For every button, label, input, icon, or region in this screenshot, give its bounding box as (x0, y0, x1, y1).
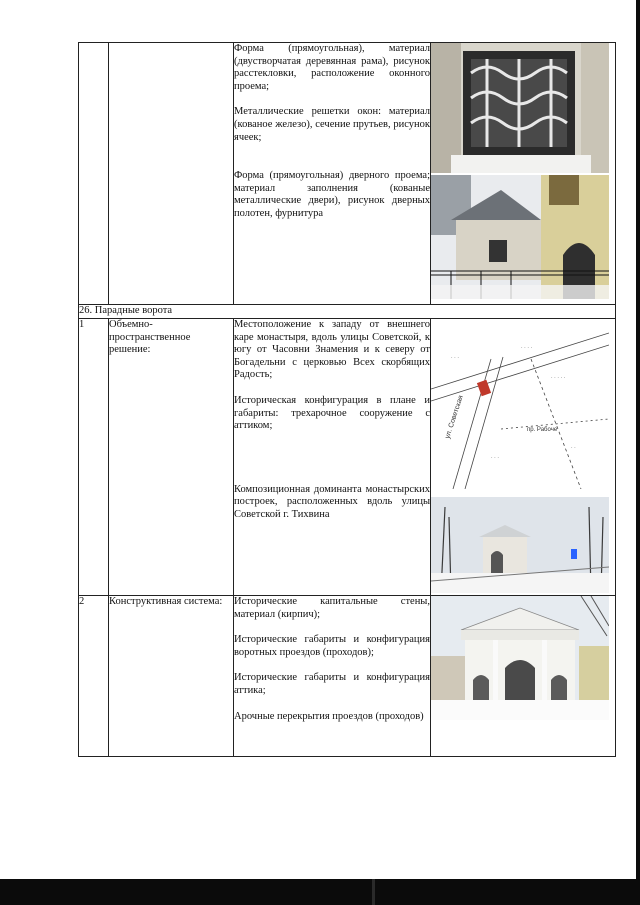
door-gate-photo (431, 175, 609, 299)
scan-bottom-band (0, 879, 640, 905)
gate-facade-photo (431, 596, 609, 720)
map-street-label: ул. Советская (444, 394, 465, 440)
svg-text:· · · · ·: · · · · · (551, 375, 566, 381)
element-cell (109, 43, 234, 305)
section-row (79, 305, 616, 319)
svg-text:· · ·: · · · (491, 455, 499, 461)
svg-text:· · · ·: · · · · (521, 345, 533, 351)
row-number: 1 (79, 319, 109, 596)
site-map (431, 319, 609, 489)
elements-table (78, 42, 616, 757)
document-page (78, 42, 615, 758)
photo-cell (431, 319, 616, 596)
table-row (79, 43, 616, 305)
attic-text: Исторические габариты и конфигурация аттика; (234, 672, 430, 696)
window-grille-photo (431, 43, 609, 173)
photo-cell (431, 43, 616, 305)
description-cell (234, 319, 431, 596)
dominant-text: Композиционная доминанта монастырских построек, расположенных вдоль улицы Советской г. Тихвина (234, 483, 430, 520)
window-form-text: Форма (прямоугольная), материал (двустворчатая деревянная рама), рисунок расстекловки, расположение оконного проема; (234, 43, 430, 92)
gate-street-photo (431, 497, 609, 593)
photo-cell (431, 596, 616, 757)
row-number: 2 (79, 596, 109, 757)
table-row (79, 319, 616, 596)
element-name: Объемно-пространственное решение: (109, 319, 234, 596)
scan-edge (636, 0, 640, 905)
svg-text:· · ·: · · · (451, 355, 459, 361)
vaults-text: Арочные перекрытия проездов (проходов) (234, 710, 424, 722)
map-area-label: пр. Рабоче (527, 427, 558, 433)
scan-band-mark (372, 879, 375, 905)
grilles-text: Металлические решетки окон: материал (кованое железо), сечение прутьев, рисунок ячеек; (234, 106, 430, 143)
table-row (79, 596, 616, 757)
svg-text:· ·: · · (571, 445, 576, 451)
passages-text: Исторические габариты и конфигурация воротных проездов (проходов); (234, 634, 430, 658)
section-title: 26. Парадные ворота (79, 305, 616, 319)
description-cell (234, 596, 431, 757)
door-form-text: Форма (прямоугольная) дверного проема; материал заполнения (кованые металлические двери), рисунок дверных полотен, фурнитура (234, 170, 430, 219)
configuration-text: Историческая конфигурация в плане и габариты: трехарочное сооружение с аттиком; (234, 394, 430, 432)
walls-text: Исторические капитальные стены, материал (кирпич); (234, 596, 430, 620)
location-text: Местоположение к западу от внешнего каре монастыря, вдоль улицы Советской, к югу от Часовни Знамения и к северу от Богадельни с церковью Всех скорбящих Радость; (234, 319, 430, 381)
description-cell (234, 43, 431, 305)
num-cell (79, 43, 109, 305)
element-name: Конструктивная система: (109, 596, 234, 757)
